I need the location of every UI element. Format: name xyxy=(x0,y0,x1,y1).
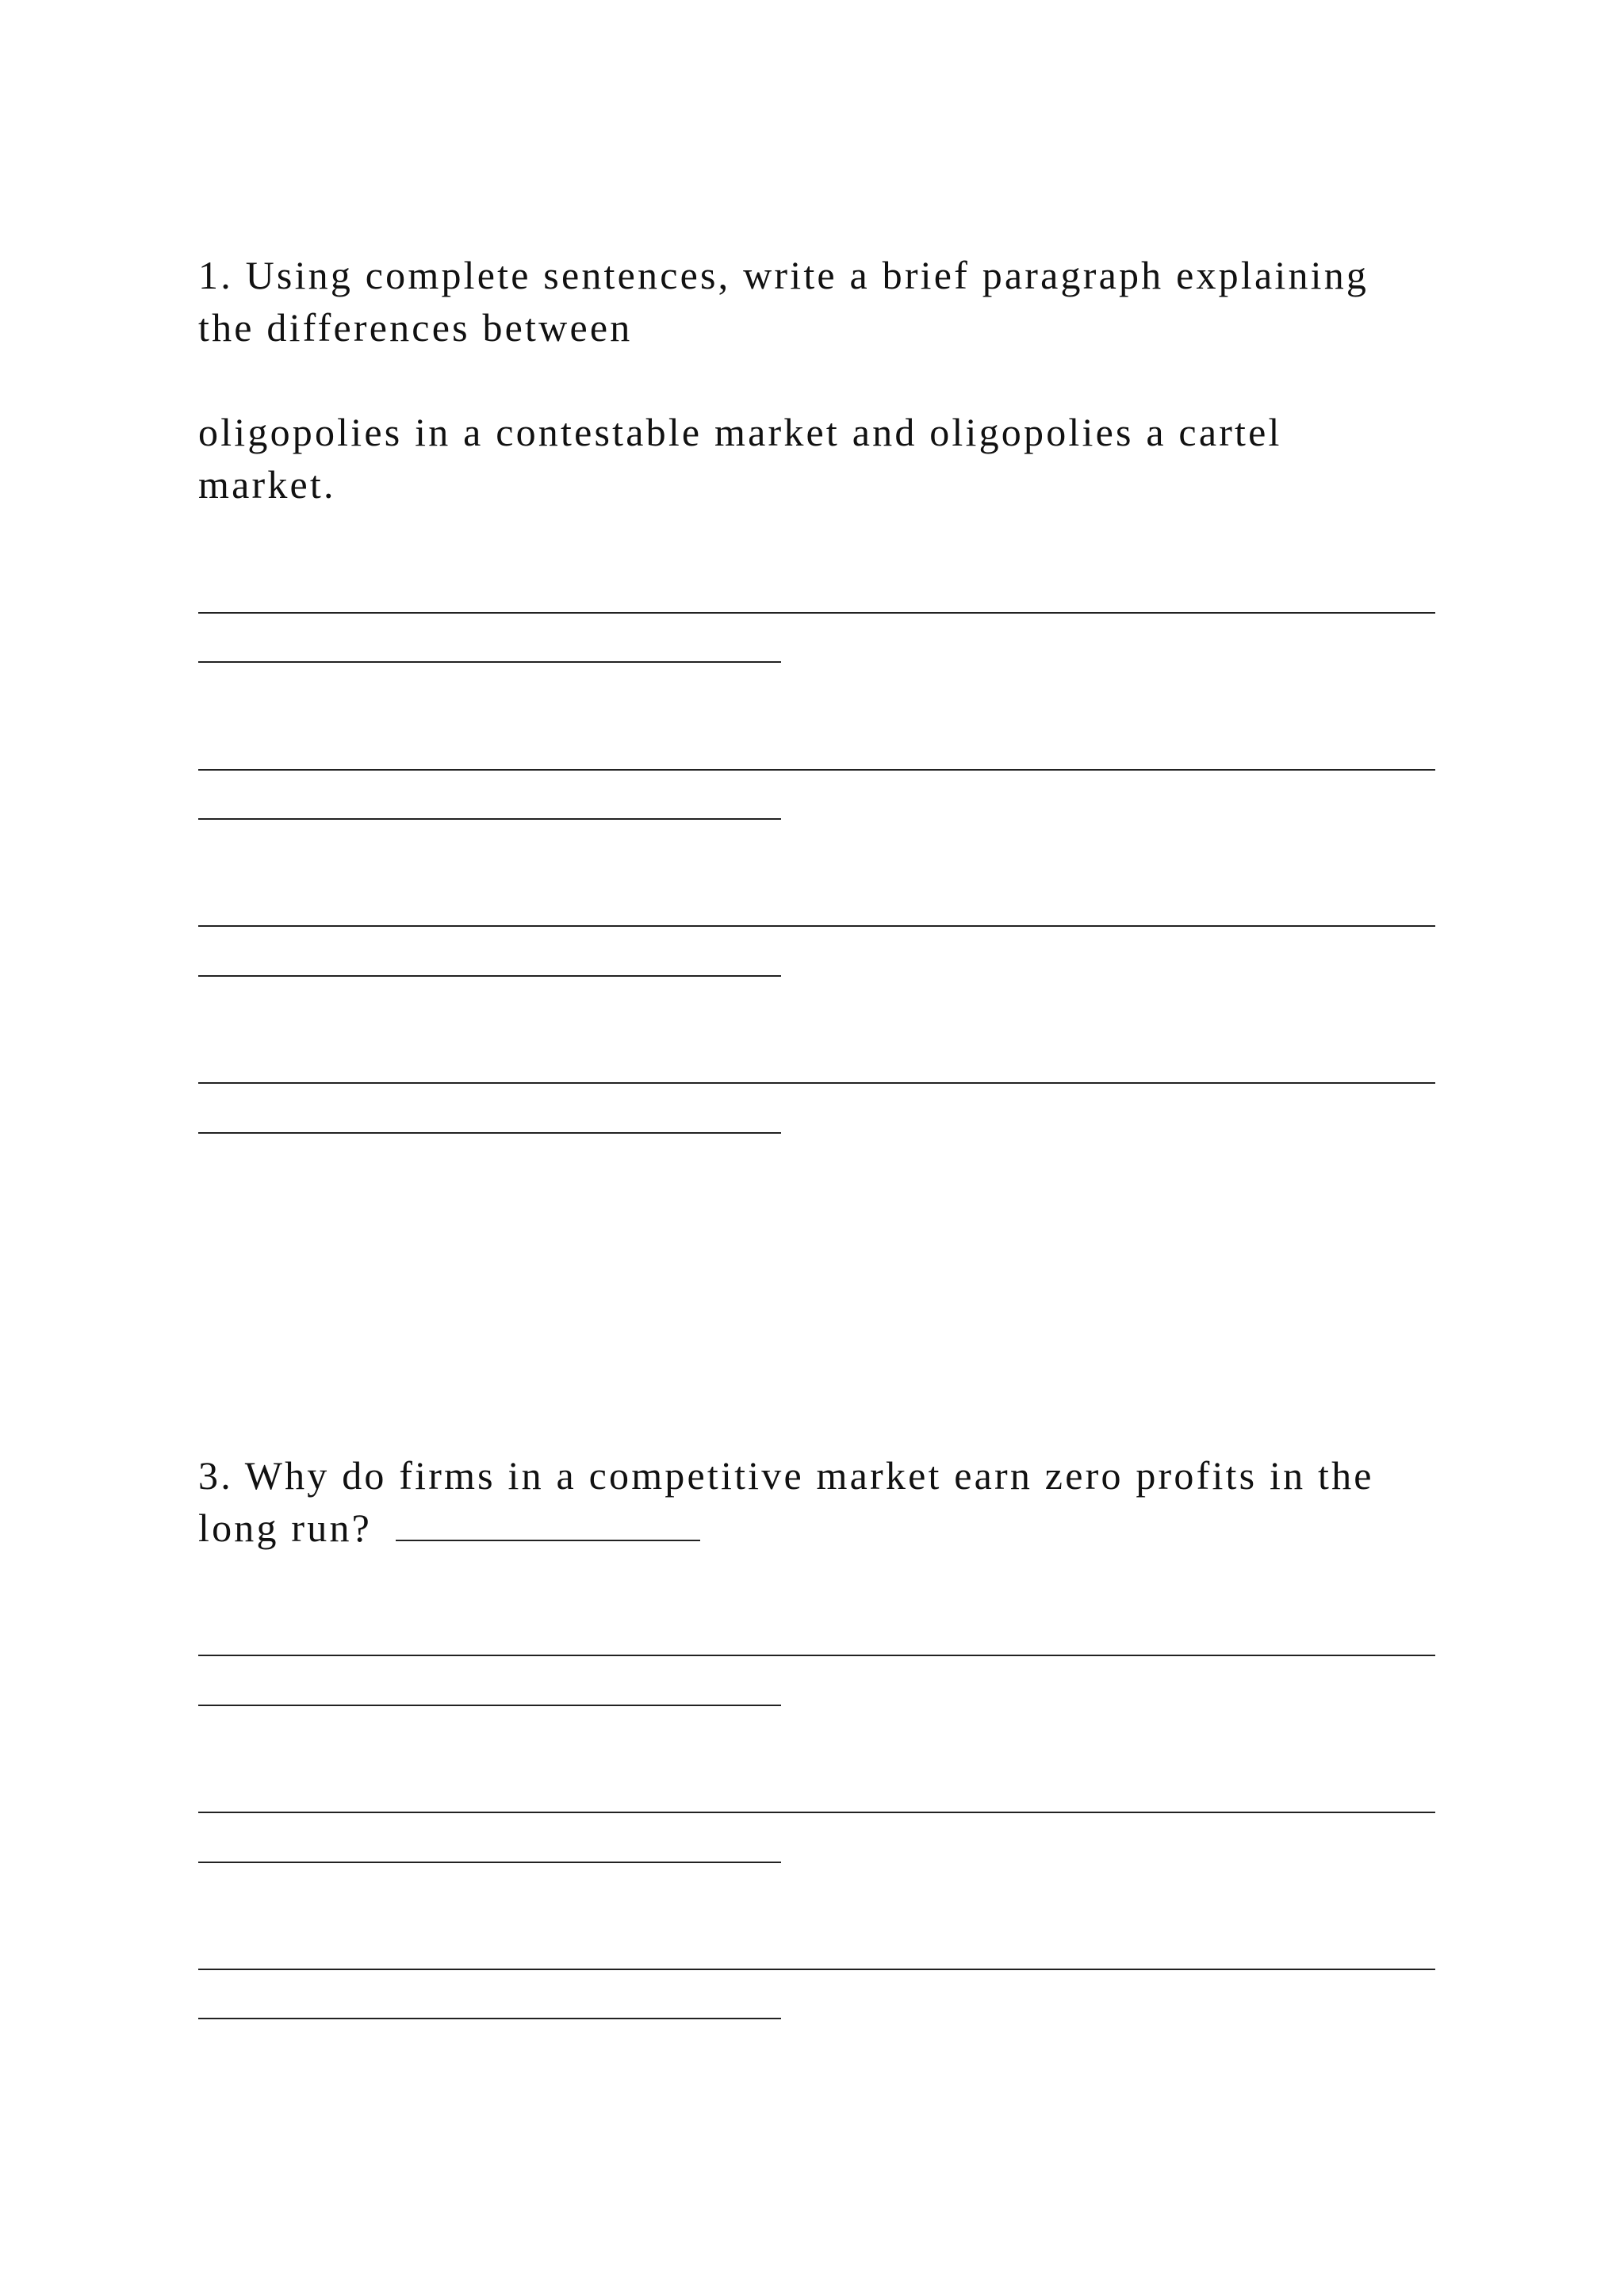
question-3-line-2: long run? xyxy=(198,1506,373,1550)
answer-blank-7b[interactable] xyxy=(198,2018,781,2019)
answer-blank-3b[interactable] xyxy=(198,975,781,977)
question-1 xyxy=(198,249,1435,354)
question-1-line-2: the differences between xyxy=(198,305,633,350)
answer-blank-5a[interactable] xyxy=(198,1655,1435,1656)
answer-blank-1b[interactable] xyxy=(198,661,781,663)
answer-blank-2a[interactable] xyxy=(198,769,1435,771)
answer-blank-5b[interactable] xyxy=(198,1705,781,1706)
question-3-line-1: 3. Why do firms in a competitive market earn zero profits in the xyxy=(198,1453,1374,1498)
inline-answer-blank[interactable] xyxy=(396,1540,700,1541)
question-1-line-1: 1. Using complete sentences, write a brief paragraph explaining xyxy=(198,253,1369,297)
answer-blank-1a[interactable] xyxy=(198,612,1435,614)
answer-blank-3a[interactable] xyxy=(198,925,1435,927)
question-3 xyxy=(198,1449,1435,1554)
answer-blank-7a[interactable] xyxy=(198,1969,1435,1970)
answer-blank-4a[interactable] xyxy=(198,1082,1435,1084)
question-1-continued xyxy=(198,406,1435,511)
question-1-line-4: market. xyxy=(198,462,336,507)
answer-blank-2b[interactable] xyxy=(198,818,781,820)
answer-blank-6b[interactable] xyxy=(198,1862,781,1863)
answer-blank-6a[interactable] xyxy=(198,1812,1435,1813)
answer-blank-4b[interactable] xyxy=(198,1132,781,1134)
question-3-line-2-wrap xyxy=(198,1502,1435,1554)
question-1-line-3: oligopolies in a contestable market and oligopolies a cartel xyxy=(198,410,1282,454)
